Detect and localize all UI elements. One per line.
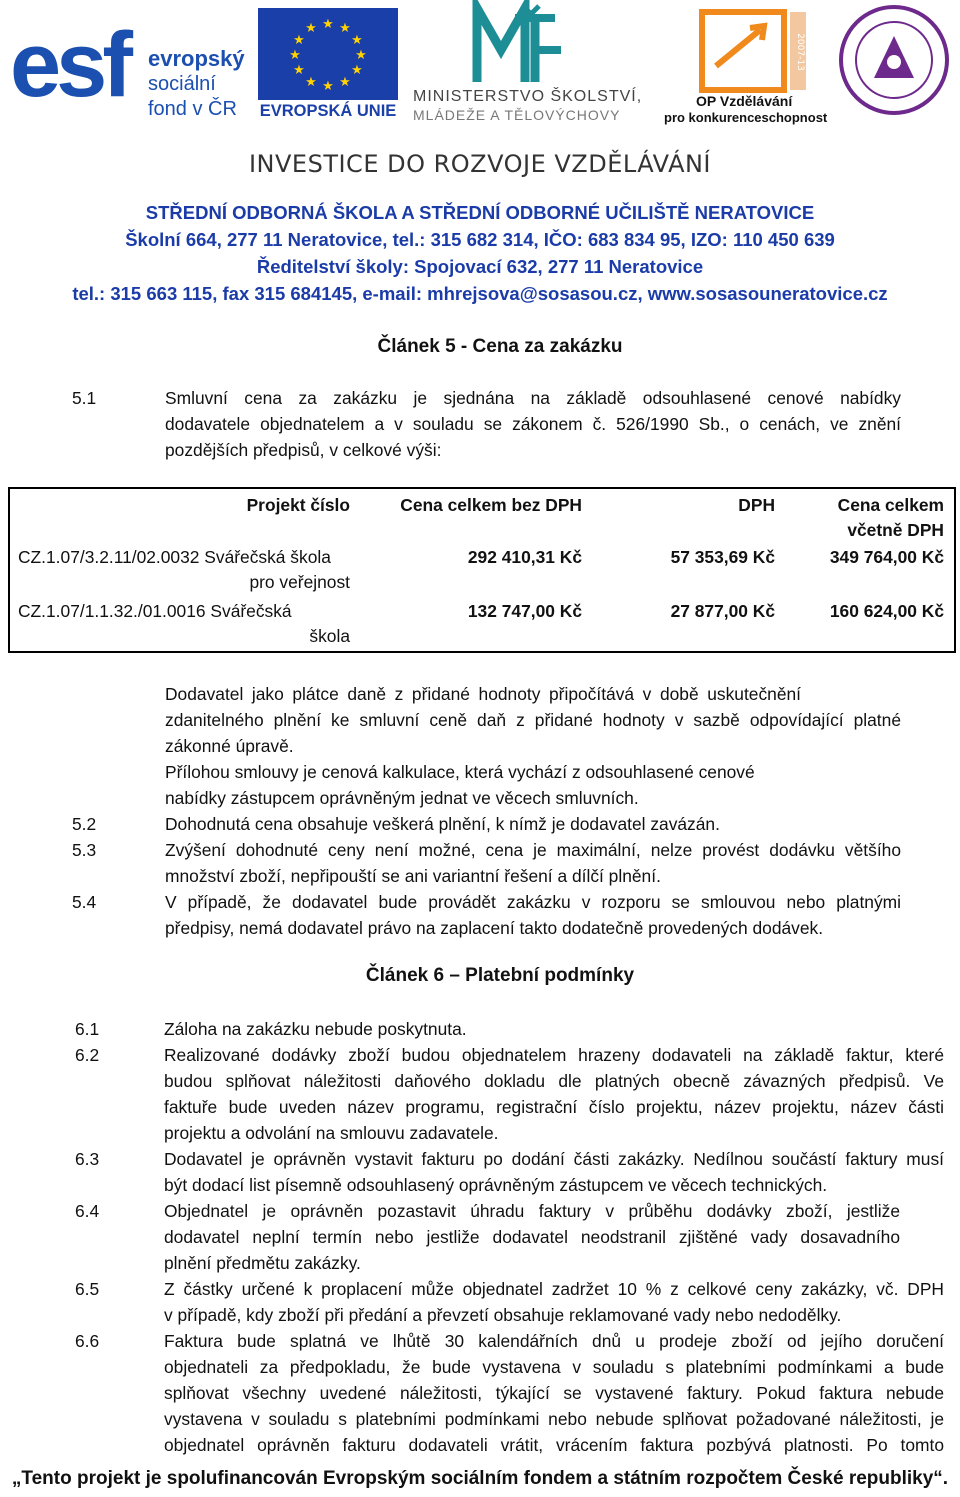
row-vat: 27 877,00 Kč bbox=[670, 601, 775, 621]
op-label-1: OP Vzdělávání bbox=[696, 93, 793, 109]
school-seal-logo bbox=[838, 4, 950, 116]
clause-line: vystavena v souladu s platebními podmínkami nebo nebude splňovat požadované náležitosti, je bbox=[164, 1409, 944, 1429]
school-address: Školní 664, 277 11 Neratovice, tel.: 315 682 314, IČO: 683 834 95, IZO: 110 450 639 bbox=[125, 229, 835, 250]
clause-line: objednatel oprávněn fakturu dodavateli vrátit, vrácením faktura pozbývá platnosti. Po tomto bbox=[164, 1435, 944, 1455]
clause-number: 6.3 bbox=[75, 1149, 100, 1169]
clause-line: plnění předmětu zakázky. bbox=[164, 1253, 361, 1273]
row-project-line1: CZ.1.07/1.1.32./01.0016 Svářečská bbox=[18, 601, 292, 621]
header-title: INVESTICE DO ROZVOJE VZDĚLÁVÁNÍ bbox=[248, 150, 712, 178]
esf-text-2: sociální bbox=[148, 73, 216, 95]
clause-line: předpisy, nemá dodavatel právo na zaplacení takto dodatečně provedených dodávek. bbox=[165, 918, 824, 938]
clause-line: pozdějších předpisů, v celkové výši: bbox=[165, 440, 442, 460]
clause-line: Zvýšení dohodnuté ceny není možné, cena je maximální, nelze provést dodávku většího bbox=[165, 840, 901, 860]
row-net: 132 747,00 Kč bbox=[467, 601, 582, 621]
header-total bbox=[785, 488, 955, 543]
row-project-line2: pro veřejnost bbox=[249, 572, 350, 592]
clause-number: 5.4 bbox=[72, 892, 97, 912]
table-header-row bbox=[9, 488, 955, 543]
contact-line: tel.: 315 663 115, fax 315 684145, e-mail: mhrejsova@sosasou.cz, www.sosasouneratovice.cz bbox=[72, 283, 888, 304]
op-logo bbox=[664, 6, 828, 126]
clause-number: 5.1 bbox=[72, 388, 97, 408]
clause-line: projektu a odvolání na smlouvu zadavatele. bbox=[164, 1123, 499, 1143]
clause-line: faktuře bude uveden název programu, registrační číslo projektu, název projektu, název části bbox=[164, 1097, 944, 1117]
header-total-line1: Cena celkem bbox=[837, 495, 944, 515]
header-project: Projekt číslo bbox=[246, 495, 350, 515]
clause-line: Objednatel je oprávněn pozastavit úhradu faktury v průběhu dodávky zboží, jestliže bbox=[164, 1201, 900, 1221]
clause-line: dodavatele objednatelem a v souladu se zákonem č. 526/1990 Sb., o cenách, ve znění bbox=[165, 414, 901, 434]
clause-number: 6.4 bbox=[75, 1201, 100, 1221]
annex-paragraph-line: Přílohou smlouvy je cenová kalkulace, která vychází z odsouhlasené cenové bbox=[165, 762, 755, 782]
esf-logo-mark: esf bbox=[10, 14, 128, 116]
table-row bbox=[9, 543, 955, 595]
svg-text:★: ★ bbox=[293, 33, 305, 48]
vat-paragraph-line: zákonné úpravě. bbox=[165, 736, 294, 756]
msmt-logo bbox=[405, 0, 660, 128]
row-total: 160 624,00 Kč bbox=[829, 601, 944, 621]
clause-line: v případě, kdy zboží při předání a převzetí obsahuje reklamované vady nebo nedodělky. bbox=[164, 1305, 842, 1325]
svg-text:★: ★ bbox=[305, 75, 317, 90]
op-mark-icon bbox=[664, 6, 828, 94]
svg-text:★: ★ bbox=[339, 75, 351, 90]
article-5-title: Článek 5 - Cena za zakázku bbox=[377, 336, 623, 357]
svg-text:★: ★ bbox=[289, 48, 301, 63]
op-label-2: pro konkurenceschopnost bbox=[664, 110, 828, 125]
row-project-line1: CZ.1.07/3.2.11/02.0032 Svářečská škola bbox=[18, 547, 331, 567]
clause-line: budou splňovat náležitosti daňového dokladu dle platných obecně závazných předpisů. Ve bbox=[164, 1071, 944, 1091]
esf-text-3: fond v ČR bbox=[148, 98, 237, 120]
vat-paragraph-line: zdanitelného plnění ke smluvní ceně daň z přidané hodnoty v sazbě odpovídající platné bbox=[165, 710, 901, 730]
clause-line: Smluvní cena za zakázku je sjednána na základě odsouhlasené cenové nabídky bbox=[165, 388, 901, 408]
clause-line: být dodací list písemně odsouhlasený oprávněným zástupcem ve věcech technických. bbox=[164, 1175, 828, 1195]
clause-number: 6.2 bbox=[75, 1045, 100, 1065]
clause-number: 5.3 bbox=[72, 840, 97, 860]
clause-line: splňovat všechny uvedené náležitosti, týkající se vystavené faktury. Pokud faktura nebude bbox=[164, 1383, 944, 1403]
header-total-line2: včetně DPH bbox=[847, 520, 944, 540]
clause-line: dodavatel neplní termín nebo jestliže dodavatel neodstranil zjištěné vady dosavadního bbox=[164, 1227, 900, 1247]
svg-text:★: ★ bbox=[351, 63, 363, 78]
row-project bbox=[9, 543, 360, 595]
svg-text:★: ★ bbox=[293, 63, 305, 78]
esf-logo bbox=[10, 14, 250, 128]
school-seal-icon bbox=[838, 4, 950, 116]
school-name: STŘEDNÍ ODBORNÁ ŠKOLA A STŘEDNÍ ODBORNÉ UČILIŠTĚ NERATOVICE bbox=[145, 202, 815, 223]
clause-line: Z částky určené k proplacení může objednatel zadržet 10 % z celkové ceny zakázky, vč. DPH bbox=[164, 1279, 944, 1299]
row-total: 349 764,00 Kč bbox=[829, 547, 944, 567]
clause-line: Dohodnutá cena obsahuje veškerá plnění, k nímž je dodavatel zavázán. bbox=[165, 814, 720, 834]
clause-number: 6.5 bbox=[75, 1279, 100, 1299]
msmt-mark-icon bbox=[405, 0, 660, 90]
svg-text:★: ★ bbox=[339, 21, 351, 36]
clause-line: objednateli za předpokladu, že bude vystavena v souladu s platebními podmínkami a bude bbox=[164, 1357, 944, 1377]
msmt-label-1: MINISTERSTVO ŠKOLSTVÍ, bbox=[413, 88, 643, 105]
svg-text:★: ★ bbox=[355, 48, 367, 63]
funding-footer: „Tento projekt je spolufinancován Evropským sociálním fondem a státním rozpočtem České republiky“. bbox=[11, 1468, 949, 1489]
eu-label: EVROPSKÁ UNIE bbox=[259, 102, 397, 120]
header-net: Cena celkem bez DPH bbox=[400, 495, 582, 515]
svg-text:★: ★ bbox=[322, 17, 334, 32]
svg-text:★: ★ bbox=[322, 79, 334, 94]
op-years: 2007-13 bbox=[795, 33, 805, 71]
esf-text-1: evropský bbox=[148, 46, 245, 71]
eu-flag-icon bbox=[258, 8, 398, 100]
headquarters-address: Ředitelství školy: Spojovací 632, 277 11 Neratovice bbox=[256, 256, 704, 277]
clause-number: 6.1 bbox=[75, 1019, 100, 1039]
article-6-title: Článek 6 – Platební podmínky bbox=[365, 965, 635, 986]
table-row bbox=[9, 595, 955, 652]
row-net: 292 410,31 Kč bbox=[467, 547, 582, 567]
clause-line: V případě, že dodavatel bude provádět zakázku v rozporu se smlouvou nebo platnými bbox=[165, 892, 901, 912]
annex-paragraph-line: nabídky zástupcem oprávněným jednat ve věcech smluvních. bbox=[165, 788, 639, 808]
clause-line: Faktura bude splatná ve lhůtě 30 kalendářních dnů u prodeje zboží od jejího doručení bbox=[164, 1331, 944, 1351]
msmt-label-2: MLÁDEŽE A TĚLOVÝCHOVY bbox=[413, 107, 621, 123]
clause-line: Realizované dodávky zboží budou objednatelem hrazeny dodavateli na základě faktur, které bbox=[164, 1045, 944, 1065]
header-vat: DPH bbox=[738, 495, 775, 515]
svg-text:★: ★ bbox=[351, 33, 363, 48]
vat-paragraph-line: Dodavatel jako plátce daně z přidané hodnoty připočítává v době uskutečnění bbox=[165, 684, 801, 704]
clause-line: Dodavatel je oprávněn vystavit fakturu po dodání části zakázky. Nedílnou součástí faktury musí bbox=[164, 1149, 944, 1169]
eu-logo bbox=[258, 8, 398, 123]
price-table bbox=[8, 487, 956, 653]
row-vat: 57 353,69 Kč bbox=[670, 547, 775, 567]
clause-line: množství zboží, nepřipouští se ani variantní řešení a dílčí plnění. bbox=[165, 866, 661, 886]
clause-number: 6.6 bbox=[75, 1331, 100, 1351]
row-project bbox=[9, 595, 360, 652]
row-project-line2: škola bbox=[309, 626, 350, 646]
clause-number: 5.2 bbox=[72, 814, 97, 834]
svg-text:★: ★ bbox=[305, 21, 317, 36]
clause-line: Záloha na zakázku nebude poskytnuta. bbox=[164, 1019, 467, 1039]
logo-strip bbox=[0, 0, 960, 130]
